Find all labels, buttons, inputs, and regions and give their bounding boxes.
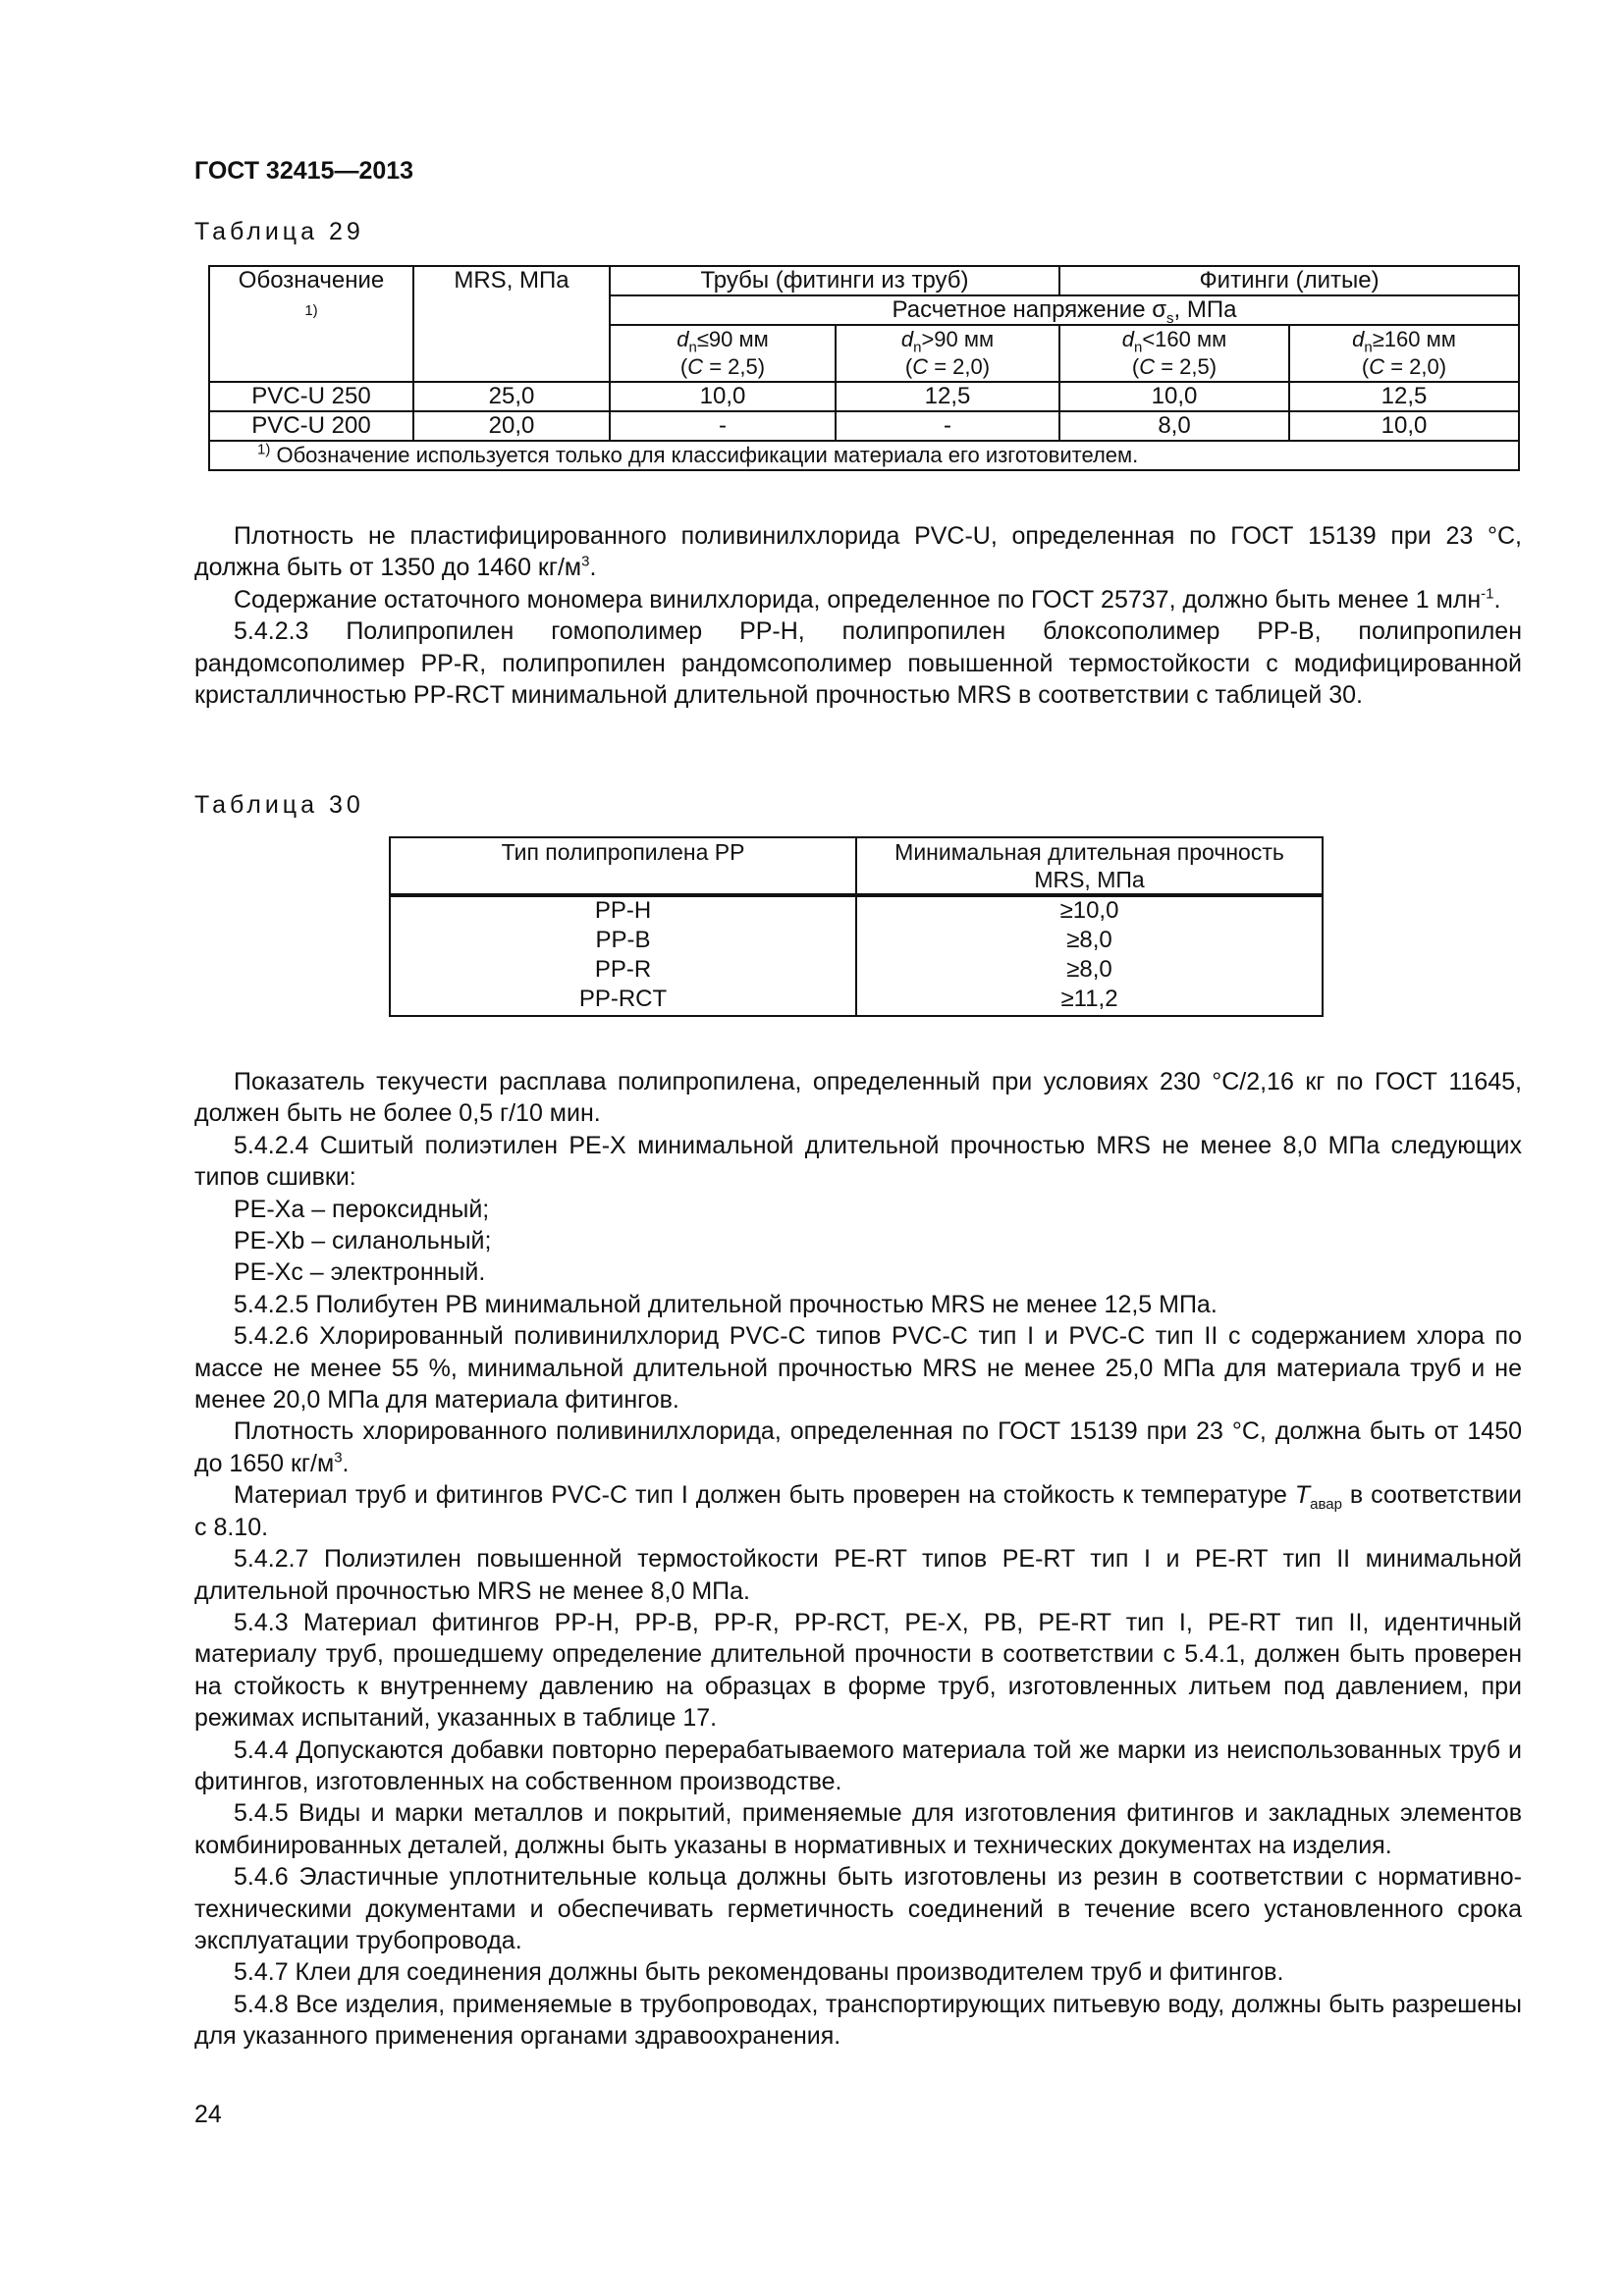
- paragraph: PE-Xb – силанольный;: [234, 1227, 492, 1255]
- table-cell: -: [836, 411, 1059, 441]
- table-29-caption: Таблица 29: [194, 218, 364, 245]
- document-header: ГОСТ 32415—2013: [194, 157, 414, 185]
- table-cell: ≥8,0: [856, 956, 1323, 986]
- table-cell: 12,5: [1289, 382, 1519, 411]
- header-pipes: Трубы (фитинги из труб): [610, 266, 1059, 295]
- table-cell: PP-B: [390, 927, 856, 956]
- paragraph: Плотность хлорированного поливинилхлорида, определенная по ГОСТ 15139 при 23 °C, должна быть от 1450 до 1650 $кг/м^3$.: [194, 1417, 1522, 1477]
- paragraph: 5.4.2.3 Полипропилен гомополимер PP-H, полипропилен блоксополимер PP-B, полипропилен рандомсополимер PP-R, полипропилен рандомсополимер повышенной термостойкости с модифицированной кристалличностью PP-RCT минимальной длительной прочностью MRS в соответствии с таблицей 30.: [194, 617, 1522, 710]
- paragraph: PE-Xc – электронный.: [234, 1258, 486, 1287]
- paragraph: PE-Xa – пероксидный;: [234, 1195, 490, 1223]
- table-row: [390, 956, 1323, 986]
- table-cell: 10,0: [1059, 382, 1289, 411]
- table-cell: 20,0: [413, 411, 610, 441]
- subheader-cell: $d_n\ge 160$ мм (C = 2,0): [1289, 325, 1519, 382]
- table-cell: -: [610, 411, 836, 441]
- page-number: 24: [194, 2101, 222, 2128]
- table-cell: ≥8,0: [856, 927, 1323, 956]
- subheader-cell: $d_n\le 90$ мм (C = 2,5): [610, 325, 836, 382]
- text-block-1: [194, 520, 1522, 711]
- table-cell: 25,0: [413, 382, 610, 411]
- table-30: [389, 836, 1324, 1017]
- paragraph: 5.4.6 Эластичные уплотнительные кольца должны быть изготовлены из резин в соответствии с нормативно-техническими документами и обеспечивать герметичность соединений в течение всего установленного срока эксплуатации трубопровода.: [194, 1863, 1522, 1954]
- header-min-strength: Минимальная длительная прочность MRS, МПа: [856, 837, 1323, 895]
- table-29: [208, 265, 1520, 471]
- table-row: [390, 895, 1323, 927]
- header-mrs: MRS, МПа: [413, 266, 610, 382]
- table-cell: PP-RCT: [390, 986, 856, 1016]
- header-designation: Обозначение 1): [209, 266, 413, 382]
- paragraph: 5.4.5 Виды и марки металлов и покрытий, применяемые для изготовления фитингов и закладных элементов комбинированных деталей, должны быть указаны в нормативных и технических документах на изделия.: [194, 1799, 1522, 1859]
- table-cell: PP-R: [390, 956, 856, 986]
- paragraph: Содержание остаточного мономера винилхлорида, определенное по ГОСТ 25737, должно быть менее 1 млн$^{-1}$.: [234, 585, 1501, 614]
- table-cell: 10,0: [610, 382, 836, 411]
- paragraph: 5.4.3 Материал фитингов PP-H, PP-B, PP-R, PP-RCT, PE-X, PB, PE-RT тип I, PE-RT тип II, идентичный материалу труб, прошедшему определение длительной прочности в соответствии с 5.4.1, должен быть проверен на стойкость к внутреннему давлению на образцах в форме труб, изготовленных литьем под давлением, при режимах испытаний, указанных в таблице 17.: [194, 1608, 1522, 1733]
- table-row: [390, 927, 1323, 956]
- paragraph: 5.4.4 Допускаются добавки повторно перерабатываемого материала той же марки из неиспользованных труб и фитингов, изготовленных на собственном производстве.: [194, 1735, 1522, 1795]
- paragraph: Плотность не пластифицированного поливинилхлорида PVC-U, определенная по ГОСТ 15139 при 23 °C, должна быть от 1350 до 1460 $кг/м^3$.: [194, 522, 1522, 582]
- table-row: [209, 411, 1519, 441]
- paragraph: 5.4.8 Все изделия, применяемые в трубопроводах, транспортирующих питьевую воду, должны быть разрешены для указанного применения органами здравоохранения.: [194, 1990, 1522, 2051]
- paragraph: 5.4.2.6 Хлорированный поливинилхлорид PVC-C типов PVC-C тип I и PVC-C тип II с содержанием хлора по массе не менее 55 %, минимальной длительной прочностью MRS не менее 25,0 МПа для материала труб и не менее 20,0 МПа для материала фитингов.: [194, 1322, 1522, 1415]
- subheader-cell: $d_n>90$ мм (C = 2,0): [836, 325, 1059, 382]
- text-block-2: [194, 1066, 1522, 2053]
- paragraph: 5.4.2.4 Сшитый полиэтилен PE-X минимальной длительной прочностью MRS не менее 8,0 МПа следующих типов сшивки:: [194, 1131, 1522, 1192]
- paragraph: 5.4.7 Клеи для соединения должны быть рекомендованы производителем труб и фитингов.: [234, 1958, 1284, 1987]
- header-pp-type: Тип полипропилена PP: [390, 837, 856, 895]
- paragraph: 5.4.2.5 Полибутен PB минимальной длительной прочностью MRS не менее 12,5 МПа.: [234, 1290, 1218, 1318]
- table-cell: PVC-U 200: [209, 411, 413, 441]
- header-fittings: Фитинги (литые): [1059, 266, 1519, 295]
- paragraph: 5.4.2.7 Полиэтилен повышенной термостойкости PE-RT типов PE-RT тип I и PE-RT тип II минимальной длительной прочностью MRS не менее 8,0 МПа.: [194, 1545, 1522, 1605]
- table-cell: PP-H: [390, 895, 856, 927]
- table-row: [209, 382, 1519, 411]
- header-stress: Расчетное напряжение $\sigma_s$, МПа: [610, 295, 1519, 325]
- subheader-cell: $d_n<160$ мм (C = 2,5): [1059, 325, 1289, 382]
- table-cell: ≥10,0: [856, 895, 1323, 927]
- paragraph: Материал труб и фитингов PVC-C тип I должен быть проверен на стойкость к температуре $T_{авар}$ в соответствии с 8.10.: [194, 1481, 1522, 1541]
- table-cell: 8,0: [1059, 411, 1289, 441]
- table-row: [390, 986, 1323, 1016]
- paragraph: Показатель текучести расплава полипропилена, определенный при условиях 230 °C/2,16 кг по ГОСТ 11645, должен быть не более 0,5 г/10 мин.: [194, 1068, 1522, 1128]
- table-cell: 12,5: [836, 382, 1059, 411]
- table-cell: ≥11,2: [856, 986, 1323, 1016]
- table-cell: PVC-U 250: [209, 382, 413, 411]
- table-30-caption: Таблица 30: [194, 791, 364, 819]
- table-cell: 10,0: [1289, 411, 1519, 441]
- table-29-footnote: $^{1)}$ Обозначение используется только для классификации материала его изготовителем.: [209, 441, 1519, 470]
